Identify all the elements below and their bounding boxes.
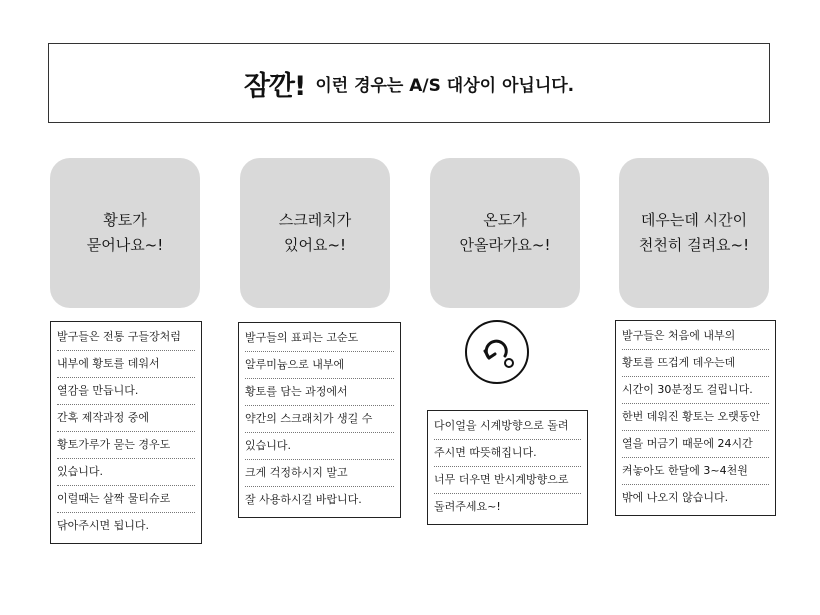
card-line: 묻어나요~! — [86, 236, 164, 254]
card-line: 안올라가요~! — [459, 236, 551, 254]
note-line: 닦아주시면 됩니다. — [57, 519, 150, 532]
note-line: 다이얼을 시계방향으로 돌려 — [434, 413, 581, 440]
note-line: 켜놓아도 한달에 3~4천원 — [622, 458, 769, 485]
note-line: 발구들은 처음에 내부의 — [622, 323, 769, 350]
header-exclamation: 잠깐! — [243, 70, 306, 102]
note-line: 간혹 제작과정 중에 — [57, 405, 195, 432]
note-line: 발구들은 전통 구들장처럼 — [57, 324, 195, 351]
card-line: 온도가 — [483, 211, 527, 229]
note-line: 있습니다. — [57, 459, 195, 486]
note-line: 열을 머금기 때문에 24시간 — [622, 431, 769, 458]
note-line: 너무 더우면 반시계방향으로 — [434, 467, 581, 494]
note-heating-time — [615, 320, 776, 516]
note-line: 밖에 나오지 않습니다. — [622, 491, 729, 504]
note-clay-stain — [50, 321, 202, 544]
note-line: 내부에 황토를 데워서 — [57, 351, 195, 378]
header-text: 이런 경우는 A/S 대상이 아닙니다. — [315, 75, 575, 96]
note-line: 열감을 만듭니다. — [57, 378, 195, 405]
note-scratch — [238, 322, 401, 518]
card-heating-time — [619, 158, 769, 308]
note-line: 황토를 담는 과정에서 — [245, 379, 394, 406]
note-line: 시간이 30분정도 걸립니다. — [622, 377, 769, 404]
note-line: 있습니다. — [245, 433, 394, 460]
note-line: 잘 사용하시길 바랍니다. — [245, 493, 362, 506]
note-line: 황토를 뜨겁게 데우는데 — [622, 350, 769, 377]
card-scratch — [240, 158, 390, 308]
card-line: 황토가 — [103, 211, 147, 229]
card-line: 스크레치가 — [278, 211, 352, 229]
note-line: 황토가루가 묻는 경우도 — [57, 432, 195, 459]
rotate-clockwise-icon — [465, 320, 529, 384]
card-temperature — [430, 158, 580, 308]
note-temperature — [427, 410, 588, 525]
notice-header — [48, 43, 770, 123]
note-line: 한번 데워진 황토는 오랫동안 — [622, 404, 769, 431]
card-clay-stain — [50, 158, 200, 308]
note-line: 이럴때는 살짝 물티슈로 — [57, 486, 195, 513]
note-line: 약간의 스크래치가 생길 수 — [245, 406, 394, 433]
note-line: 발구들의 표피는 고순도 — [245, 325, 394, 352]
rotate-arrow-icon — [477, 332, 517, 372]
note-line: 주시면 따뜻해집니다. — [434, 440, 581, 467]
note-line: 크게 걱정하시지 말고 — [245, 460, 394, 487]
note-line: 알루미늄으로 내부에 — [245, 352, 394, 379]
card-line: 천천히 걸려요~! — [638, 236, 750, 254]
card-line: 데우는데 시간이 — [640, 211, 748, 229]
note-line: 돌려주세요~! — [434, 500, 501, 513]
card-line: 있어요~! — [283, 236, 347, 254]
